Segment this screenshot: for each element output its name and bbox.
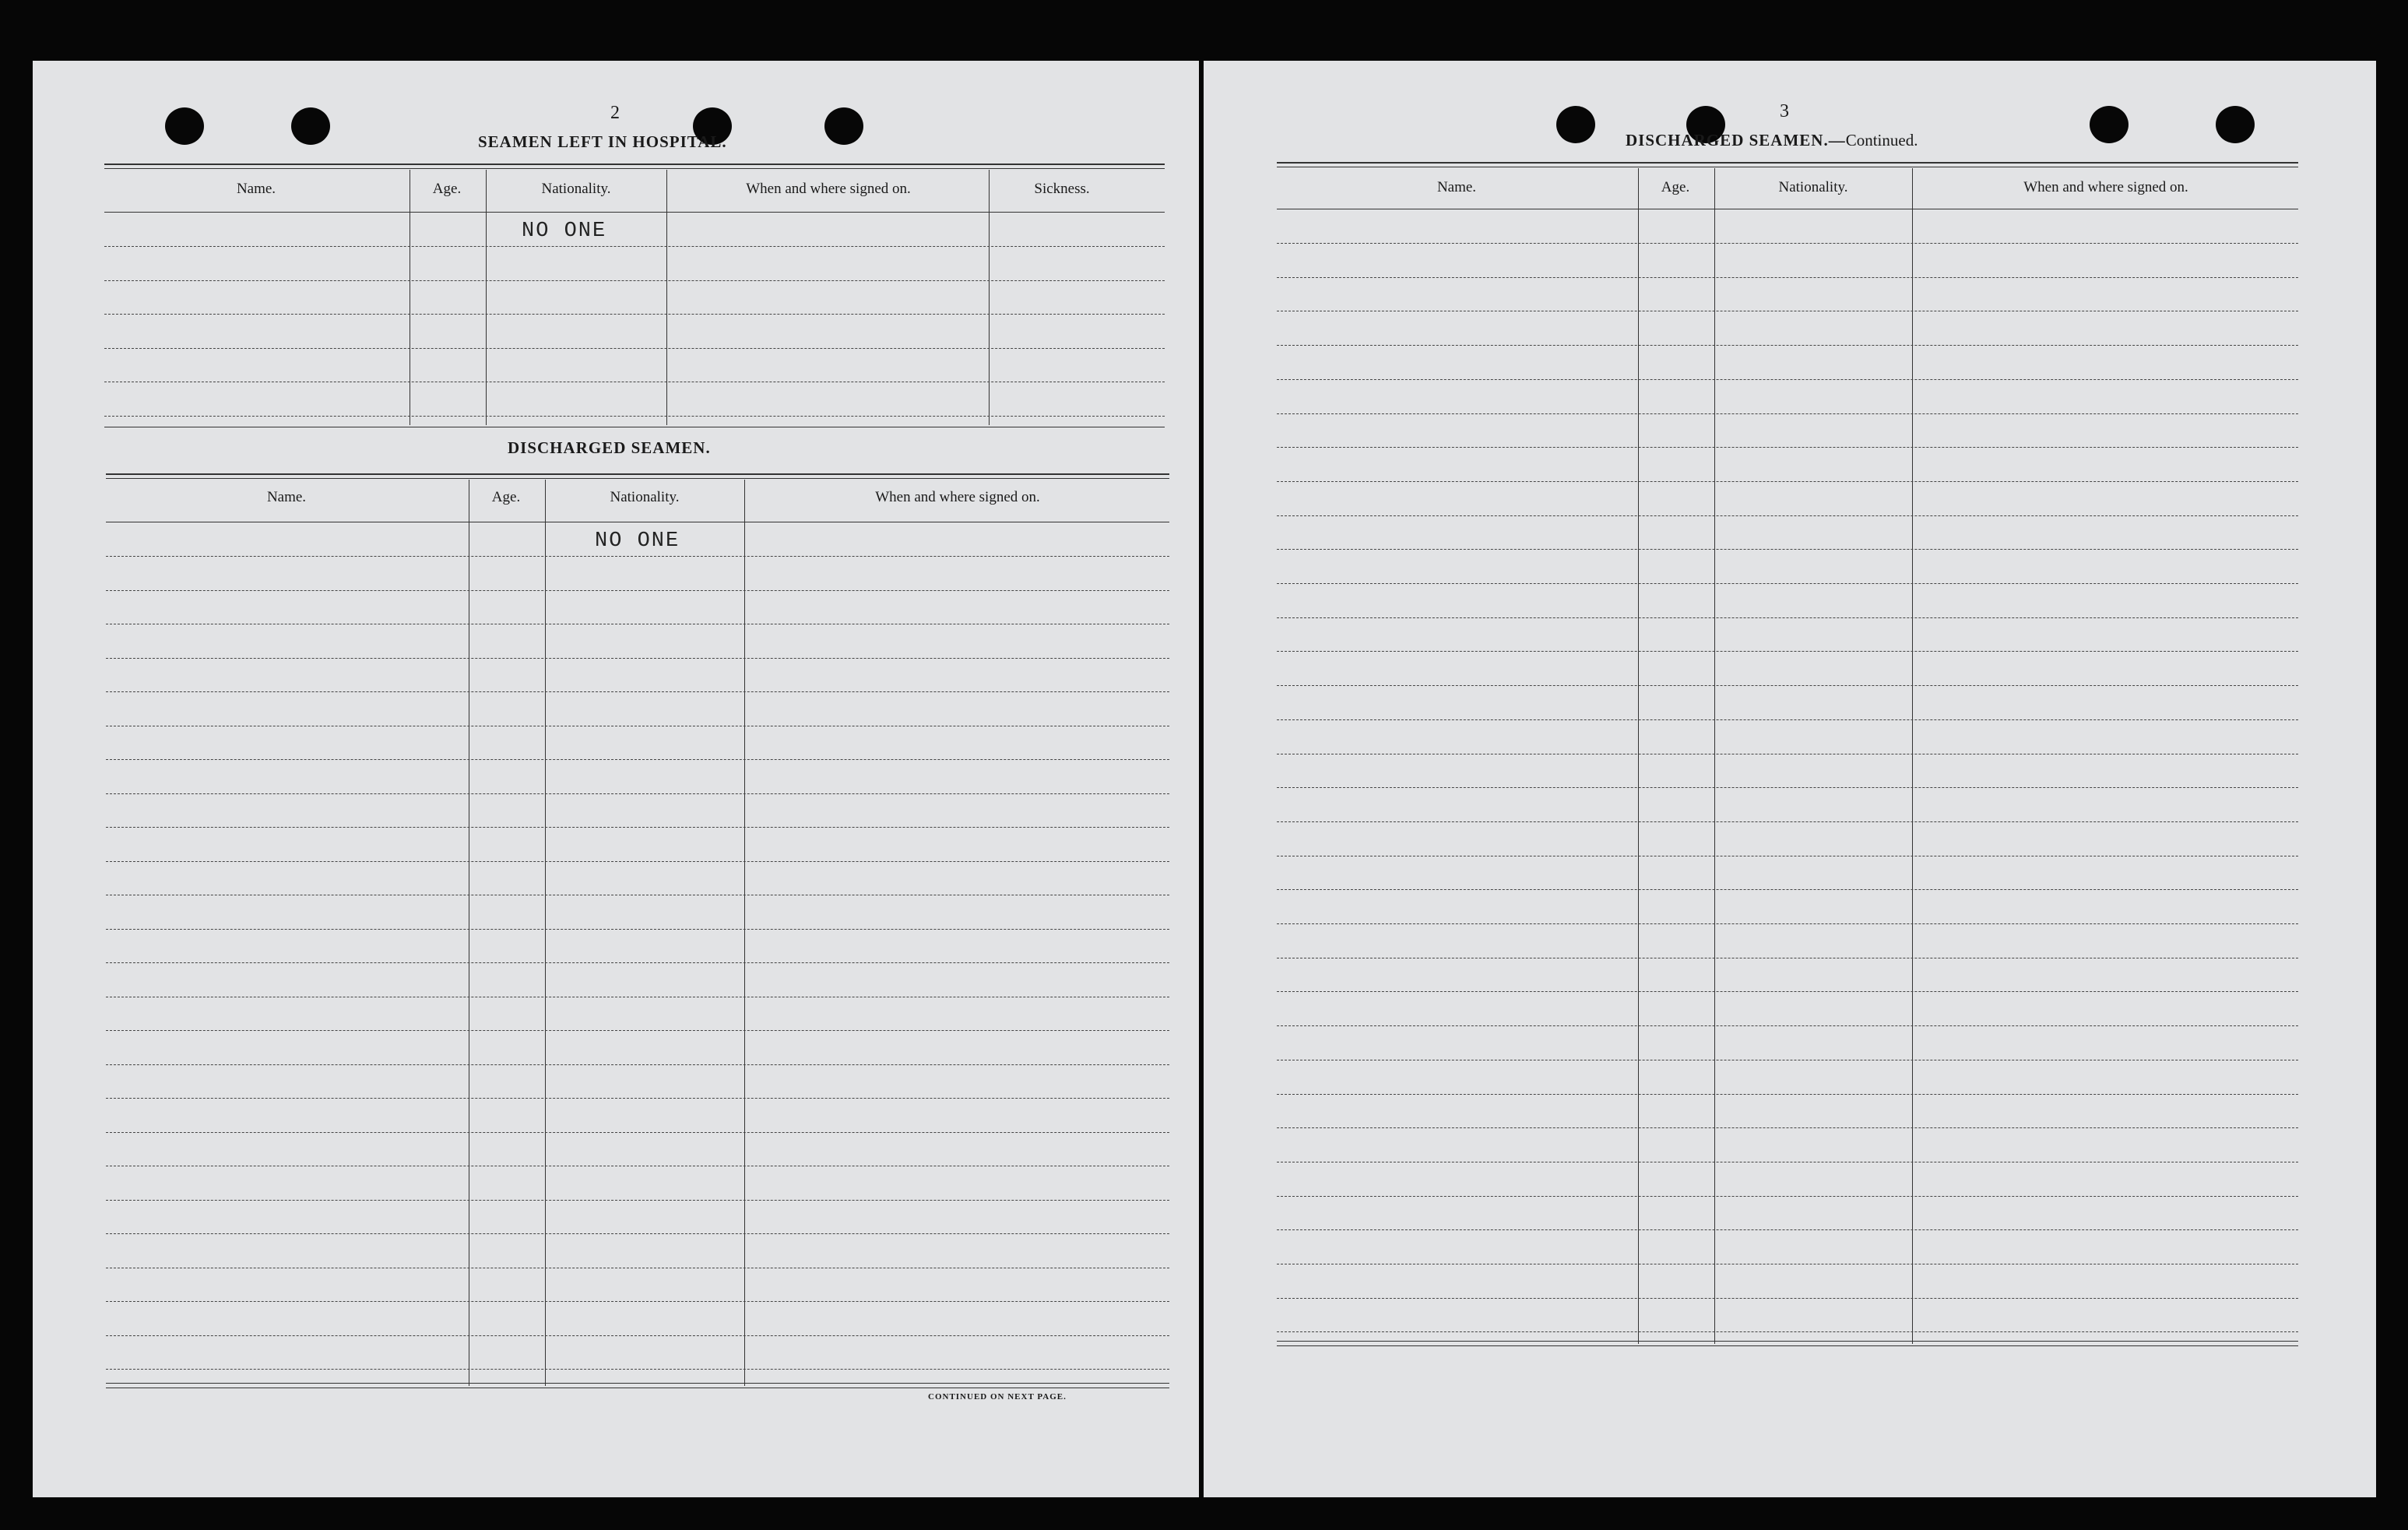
ruled-line [106,1132,1169,1133]
ruled-line [1277,413,2298,414]
left-page [33,61,1199,1497]
punch-hole [1556,106,1595,143]
ruled-line [106,658,1169,659]
hospital-entry: NO ONE [522,220,607,243]
ruled-line [106,827,1169,828]
column-header-signed-on: When and where signed on. [2023,179,2188,195]
ruled-line [1277,1229,2298,1230]
ruled-line [106,1233,1169,1234]
discharged-continued-title [1626,131,1918,150]
column-header-name: Name. [1436,179,1477,195]
ruled-line [106,1369,1169,1370]
hospital-section-title: SEAMEN LEFT IN HOSPITAL. [478,132,727,151]
ruled-line [106,759,1169,760]
ruled-line [106,556,1169,557]
page-number: 2 [610,103,620,123]
column-header-age: Age. [1661,179,1690,195]
ruled-line [1277,1127,2298,1128]
ruled-line [1277,923,2298,924]
discharged-continued-table [1277,162,2298,1454]
ruled-line [106,1064,1169,1065]
column-header-nationality: Nationality. [1778,179,1848,195]
continued-note: CONTINUED ON NEXT PAGE. [928,1392,1067,1402]
punch-hole [2216,106,2255,143]
ruled-line [1277,447,2298,448]
column-header-age: Age. [432,181,462,197]
column-header-age: Age. [491,489,521,505]
ruled-line [1277,1331,2298,1332]
discharged-entry: NO ONE [595,529,680,553]
title-continued: Continued. [1845,131,1918,149]
ruled-line [1277,515,2298,516]
ruled-line [1277,549,2298,550]
ruled-line [106,1335,1169,1336]
discharged-section-title: DISCHARGED SEAMEN. [508,438,711,457]
ruled-line [1277,685,2298,686]
discharged-table [106,473,1169,1454]
ruled-line [106,1098,1169,1099]
punch-hole [824,107,863,145]
ruled-line [1277,719,2298,720]
ruled-line [1277,345,2298,346]
punch-hole [165,107,204,145]
ruled-line [1277,277,2298,278]
ruled-line [1277,379,2298,380]
ruled-line [1277,651,2298,652]
title-main: DISCHARGED SEAMEN.— [1626,131,1846,149]
ruled-line [1277,821,2298,822]
ruled-line [1277,991,2298,992]
ruled-line [1277,787,2298,788]
ruled-line [1277,617,2298,618]
ruled-line [106,691,1169,692]
ruled-line [1277,1196,2298,1197]
ruled-line [1277,1298,2298,1299]
punch-hole [2090,106,2129,143]
ruled-line [106,590,1169,591]
ruled-line [1277,889,2298,890]
ruled-line [106,861,1169,862]
ruled-line [1277,1094,2298,1095]
column-header-signed-on: When and where signed on. [875,489,1040,505]
ruled-line [1277,1025,2298,1026]
ruled-line [1277,481,2298,482]
ruled-line [106,962,1169,963]
right-page [1204,61,2376,1497]
ruled-line [106,929,1169,930]
column-header-nationality: Nationality. [541,181,611,197]
column-header-nationality: Nationality. [610,489,680,505]
column-header-signed-on: When and where signed on. [746,181,911,197]
ruled-line [106,1030,1169,1031]
ruled-line [106,793,1169,794]
column-header-name: Name. [236,181,276,197]
ruled-line [1277,583,2298,584]
punch-hole [291,107,330,145]
ruled-line [106,1200,1169,1201]
ruled-line [1277,243,2298,244]
column-header-name: Name. [266,489,307,505]
page-number: 3 [1780,101,1789,121]
ruled-line [106,1301,1169,1302]
column-header-sickness: Sickness. [1034,181,1090,197]
